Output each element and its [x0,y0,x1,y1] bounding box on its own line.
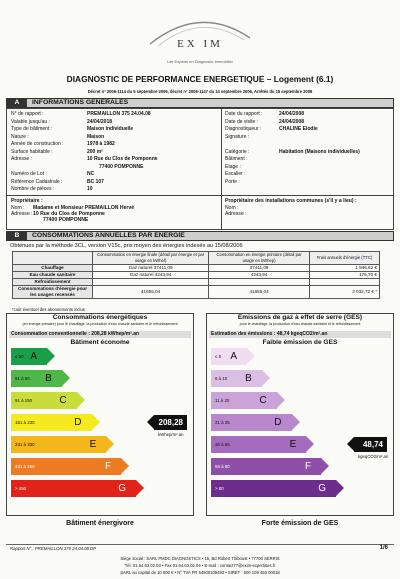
ges-class-letter: D [274,417,282,428]
bar-arrow-tip [121,458,129,474]
table-header-cell: Consommation en énergie finale (détail par énergie et par usage en kWhef) [93,252,209,265]
owner-address-label: Adresse : [11,211,33,217]
energy-class-range: 51 à 90 [15,376,30,381]
ges-class-bar-f [211,458,321,475]
info-label: Nature : [11,133,29,140]
info-label: Surface habitable : [11,148,53,155]
info-value: Maison individuelle [87,126,134,132]
final-energy-cell: Gaz naturel 4243,94 [93,272,209,279]
energy-class-range: 151 à 230 [15,420,35,425]
bar-arrow-tip [62,370,70,386]
info-value: 1978 à 1982 [87,141,115,147]
footer-divider [6,544,394,545]
calculation-method: Obtenues par la méthode 3CL, version V15c, prix moyen des énergies indexés au 15/08/2006 [10,243,243,249]
column-divider [221,109,222,195]
primary-energy-cell: 41655,04 [209,286,310,299]
info-label: Type de bâtiment : [11,126,53,132]
footnote: *coût éventuel des abonnements inclus [12,307,85,312]
decree-reference: Décret n° 2006-1114 du 5 septembre 2006, décret n° 2006-1147 du 14 septembre 2006, Arrêtés du 15 septembre 2006 [87,89,313,94]
row-label-cell: Eau chaude sanitaire [13,272,93,279]
section-a-letter: A [7,99,27,107]
ges-bottom-label: Forte émission de GES [261,520,339,527]
ges-class-bar-d [211,414,292,431]
info-value: 24/04/2008 [279,118,305,125]
energy-class-letter: B [45,373,52,384]
final-energy-cell: Gaz naturel 37411,09 [93,265,209,272]
ges-panel-title: Emissions de gaz à effet de serre (GES) [237,314,363,321]
info-value: Habitation (Maisons individuelles) [279,148,360,155]
energy-class-range: 91 à 150 [15,398,33,403]
table-row [13,286,380,299]
energy-value-unit: kWhep/m².an [158,432,184,437]
info-label: Numéro de Lot : [11,171,47,177]
annual-cost-cell: 175,70 € [310,272,380,279]
info-label: Escalier : [225,171,246,177]
energy-class-bar-f [11,458,121,475]
section-b-title: CONSOMMATIONS ANNUELLES PAR ENERGIE [32,232,185,239]
energy-conventional-value: Consommation conventionnelle : 208,28 kWhep/m².an [9,331,191,338]
ges-class-bar-g [211,480,336,497]
installations-owner-heading: Propriétaire des installations communes (s'il y a lieu) : [225,198,357,204]
bar-arrow-tip [292,414,300,430]
energy-class-bar-a [11,348,47,365]
bar-arrow-tip [306,436,314,452]
info-value: CHALINE Elodie [279,126,318,132]
owner-name: Madame et Monsieur PREMAILLON Hervé [33,205,135,211]
footer-address: Siège social : SARL PMDC DIAGNOSTICS • 15, Bd Robert Thiboust • 77700 SERRIS [120,556,280,561]
energy-class-bar-d [11,414,92,431]
info-value: PREMAILLON 375 24.04.08 [87,111,151,117]
energy-class-bar-b [11,370,62,387]
energy-class-letter: C [59,395,67,406]
energy-value-marker: 208,28 [154,415,187,430]
report-reference: Rapport N° : PREMAILLON 375 24.04.08 DP [10,546,97,551]
bar-arrow-tip [92,414,100,430]
info-value: BC 107 [87,178,104,185]
energy-class-letter: G [118,483,126,494]
energy-panel-subtitle: (en énergie primaire) pour le chauffage, la production d'eau chaude sanitaire et le refroidissement [22,322,178,326]
footer-contact: Tél. 01.64.63.02.03 • Fax 01.64.63.02.04 • E-mail : contact77@exim-expertises.fr [124,563,276,568]
installations-owner-name-label: Nom : [225,205,239,211]
installations-owner-address-label: Adresse : [225,211,247,217]
primary-energy-cell: 4243,94 [209,272,310,279]
bar-arrow-tip [262,370,270,386]
info-value: 200 m² [87,148,103,155]
ges-panel-subtitle: pour le chauffage, la production d'eau chaude sanitaire et le refroidissement [239,322,361,326]
page-number: 1/6 [379,545,388,551]
info-value: Maison [87,133,105,140]
info-label: Catégorie : [225,148,250,155]
general-info-box [6,108,394,196]
owner-box [6,196,394,230]
table-header-cell [13,252,93,265]
table-header-row [13,252,380,265]
ges-class-bar-b [211,370,262,387]
energy-class-bar-e [11,436,106,453]
bar-arrow-tip [106,436,114,452]
info-label: Date de visite : [225,118,259,125]
annual-cost-cell: 1 946,62 € [310,265,380,272]
primary-energy-cell: 37411,09 [209,265,310,272]
ges-class-range: 6 à 10 [215,376,228,381]
ges-class-range: 36 à 55 [215,442,230,447]
section-a-title: INFORMATIONS GENERALES [32,99,129,106]
brand-name: EX IM [177,38,223,50]
ges-class-range: > 80 [215,486,224,491]
energy-panel-title: Consommations énergétiques [52,314,148,321]
energy-class-range: 331 à 450 [15,464,35,469]
info-value: 77400 POMPONNE [99,163,144,170]
ges-class-letter: G [318,483,326,494]
energy-class-range: ≤ 50 [15,354,24,359]
bar-arrow-tip [336,480,344,496]
energy-bottom-label: Bâtiment énergivore [66,520,134,527]
energy-class-letter: A [30,351,37,362]
ges-class-bar-c [211,392,277,409]
info-label: Etage : [225,163,241,170]
info-label: Signature : [225,133,250,140]
section-b-letter: B [7,232,27,240]
final-energy-cell: 41655,04 [93,286,209,299]
owner-address-line2: 77400 POMPONNE [43,217,89,223]
page-title: DIAGNOSTIC DE PERFORMANCE ENERGETIQUE – Logement (6.1) [66,74,334,84]
owner-name-label: Nom : [11,205,25,211]
logo-swoosh-icon [0,8,400,66]
info-value: 10 Rue du Clos de Pomponne [87,156,158,162]
ges-emission-panel [206,313,394,527]
consumption-table [12,251,380,299]
energy-consumption-panel [6,313,194,527]
info-value: NC [87,171,95,177]
table-row [13,265,380,272]
section-b-header [6,231,394,241]
ges-class-letter: F [305,461,312,472]
info-value: 10 [87,186,93,192]
bar-arrow-tip [77,392,85,408]
brand-logo [0,8,400,66]
info-label: N° de rapport : [11,111,44,117]
ges-class-range: 56 à 80 [215,464,230,469]
ges-class-letter: C [259,395,267,406]
ges-class-letter: A [230,351,237,362]
bar-arrow-tip [277,392,285,408]
table-header-cell: Frais annuels d'énergie (TTC) [310,252,380,265]
info-label: Bâtiment : [225,156,248,162]
info-value: 24/04/2018 [87,118,113,125]
info-label: Référence Cadastrale : [11,178,63,185]
primary-energy-cell [209,279,310,286]
section-a-header [6,98,394,108]
bar-arrow-tip [247,348,255,364]
energy-class-range: 231 à 330 [15,442,35,447]
footer-legal: SARL au capital de 10 000 € • N° TVA FR 54500109493 • SIRET : 500 109 493 00018 [120,570,280,575]
row-label-cell: Chauffage [13,265,93,272]
info-label: Année de construction : [11,141,64,147]
table-header-cell: Consommation en énergie primaire (détail par usage en kWhep) [209,252,310,265]
energy-top-label: Bâtiment économe [70,339,130,346]
ges-class-bar-a [211,348,247,365]
ges-class-bar-e [211,436,306,453]
owner-heading: Propriétaire : [11,198,43,204]
ges-estimation-value: Estimation des émissions : 48,74 kgeqCO2/m².an [209,331,391,338]
annual-cost-cell [310,279,380,286]
bar-arrow-tip [321,458,329,474]
table-row [13,279,380,286]
brand-tagline: Les Experts en Diagnostic Immobilier [166,59,234,64]
energy-class-range: > 450 [15,486,27,491]
ges-class-letter: B [245,373,252,384]
info-label: Nombre de pièces : [11,186,55,192]
energy-class-bar-g [11,480,136,497]
info-label: Porte : [225,178,240,185]
ges-value-unit: kgeqCO2/m².an [358,454,389,459]
info-value: 24/04/2008 [279,111,305,117]
energy-class-letter: E [89,439,97,450]
annual-cost-cell: 2 032,72 € * [310,286,380,299]
row-label-cell: Refroidissement [13,279,93,286]
ges-value-marker: 48,74 [354,437,387,452]
ges-class-letter: E [289,439,297,450]
info-label: Adresse : [11,156,33,162]
ges-class-range: 11 à 20 [215,398,230,403]
ges-top-label: Faible émission de GES [262,339,338,346]
energy-class-letter: D [74,417,82,428]
row-label-cell: Consommations d'énergie pour les usages recensés [13,286,93,299]
energy-class-letter: F [105,461,112,472]
info-label: Date du rapport : [225,111,263,117]
info-label: Diagnostiqueur : [225,126,262,132]
energy-class-bar-c [11,392,77,409]
bar-arrow-tip [47,348,55,364]
table-row [13,272,380,279]
ges-class-range: 21 à 35 [215,420,230,425]
ges-class-range: ≤ 5 [215,354,222,359]
info-label: Valable jusqu'au : [11,118,50,125]
final-energy-cell [93,279,209,286]
owner-address-line1: 10 Rue du Clos de Pomponne [33,211,105,217]
bar-arrow-tip [136,480,144,496]
column-divider [221,196,222,229]
